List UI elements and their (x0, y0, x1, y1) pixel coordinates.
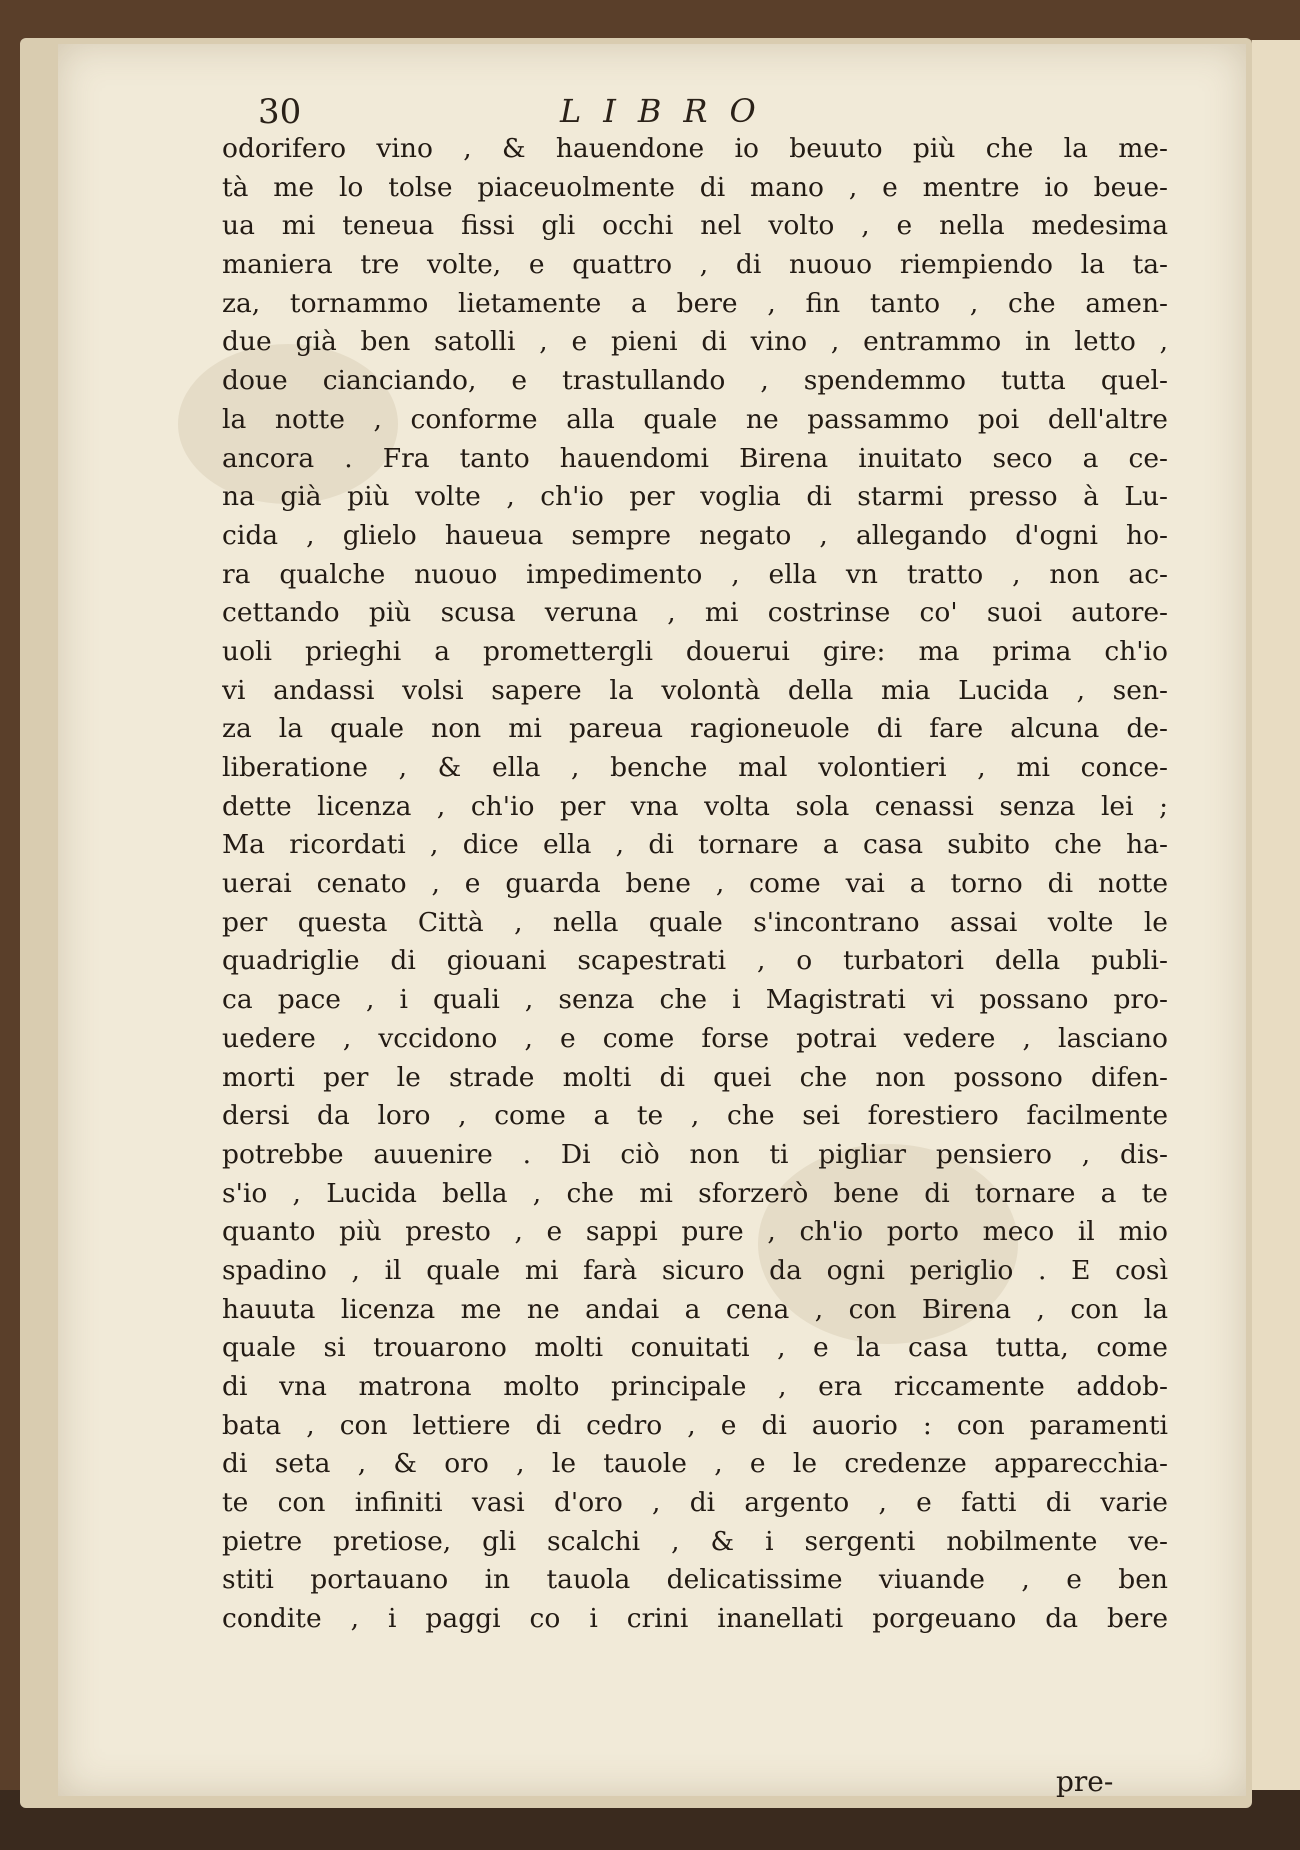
text-line: tà me lo tolse piaceuolmente di mano , e mentre io beue- (222, 171, 1168, 203)
text-line: bata , con lettiere di cedro , e di auorio : con paramenti (222, 1409, 1168, 1441)
text-line: condite , i paggi co i crini inanellati porgeuano da bere (222, 1603, 1168, 1635)
text-line: due già ben satolli , e pieni di vino , entrammo in letto , (222, 326, 1168, 358)
catchword: pre- (1056, 1765, 1114, 1798)
text-line: cida , glielo haueua sempre negato , allegando d'ogni ho- (222, 519, 1168, 551)
facing-page-edge (1250, 40, 1300, 1800)
text-line: dersi da loro , come a te , che sei forestiero facilmente (222, 1100, 1168, 1132)
text-line: pietre pretiose, gli scalchi , & i sergenti nobilmente ve- (222, 1525, 1168, 1557)
text-line: ua mi teneua fissi gli occhi nel volto , e nella medesima (222, 210, 1168, 242)
text-line: uoli prieghi a promettergli douerui gire: ma prima ch'io (222, 635, 1168, 667)
text-line: spadino , il quale mi farà sicuro da ogni periglio . E così (222, 1254, 1168, 1286)
text-line: na già più volte , ch'io per voglia di starmi presso à Lu- (222, 481, 1168, 513)
text-line: uedere , vccidono , e come forse potrai vedere , lasciano (222, 1022, 1168, 1054)
text-line: ca pace , i quali , senza che i Magistrati vi possano pro- (222, 984, 1168, 1016)
text-line: quanto più presto , e sappi pure , ch'io porto meco il mio (222, 1216, 1168, 1248)
text-line: la notte , conforme alla quale ne passammo poi dell'altre (222, 403, 1168, 435)
text-line: vi andassi volsi sapere la volontà della mia Lucida , sen- (222, 674, 1168, 706)
page-number: 30 (258, 92, 302, 132)
text-line: dette licenza , ch'io per vna volta sola cenassi senza lei ; (222, 790, 1168, 822)
text-line: stiti portauano in tauola delicatissime viuande , e ben (222, 1564, 1168, 1596)
text-line: doue cianciando, e trastullando , spendemmo tutta quel- (222, 365, 1168, 397)
text-line: odorifero vino , & hauendone io beuuto più che la me- (222, 133, 1168, 164)
running-head: LIBRO (560, 92, 778, 130)
text-line: per questa Città , nella quale s'incontrano assai volte le (222, 906, 1168, 938)
text-line: uerai cenato , e guarda bene , come vai a torno di notte (222, 868, 1168, 900)
text-line: Ma ricordati , dice ella , di tornare a casa subito che ha- (222, 829, 1168, 861)
text-line: za la quale non mi pareua ragioneuole di fare alcuna de- (222, 713, 1168, 745)
text-line: te con infiniti vasi d'oro , di argento , e fatti di varie (222, 1487, 1168, 1519)
text-line: di vna matrona molto principale , era riccamente addob- (222, 1371, 1168, 1402)
text-line: quadriglie di giouani scapestrati , o turbatori della publi- (222, 945, 1168, 977)
text-line: quale si trouarono molti conuitati , e la casa tutta, come (222, 1332, 1168, 1364)
text-line: liberatione , & ella , benche mal volontieri , mi conce- (222, 752, 1168, 783)
body-text (222, 130, 1168, 1639)
text-line: potrebbe auuenire . Di ciò non ti pigliar pensiero , dis- (222, 1138, 1168, 1170)
text-line: morti per le strade molti di quei che non possono difen- (222, 1061, 1168, 1093)
text-line: za, tornammo lietamente a bere , fin tanto , che amen- (222, 287, 1168, 319)
text-line: di seta , & oro , le tauole , e le credenze apparecchia- (222, 1448, 1168, 1480)
text-line: ra qualche nuouo impedimento , ella vn tratto , non ac- (222, 558, 1168, 590)
text-line: cettando più scusa veruna , mi costrinse co' suoi autore- (222, 597, 1168, 629)
text-line: maniera tre volte, e quattro , di nuouo riempiendo la ta- (222, 249, 1168, 281)
text-line: s'io , Lucida bella , che mi sforzerò bene di tornare a te (222, 1177, 1168, 1209)
text-line: hauuta licenza me ne andai a cena , con Birena , con la (222, 1293, 1168, 1325)
text-line: ancora . Fra tanto hauendomi Birena inuitato seco a ce- (222, 442, 1168, 474)
